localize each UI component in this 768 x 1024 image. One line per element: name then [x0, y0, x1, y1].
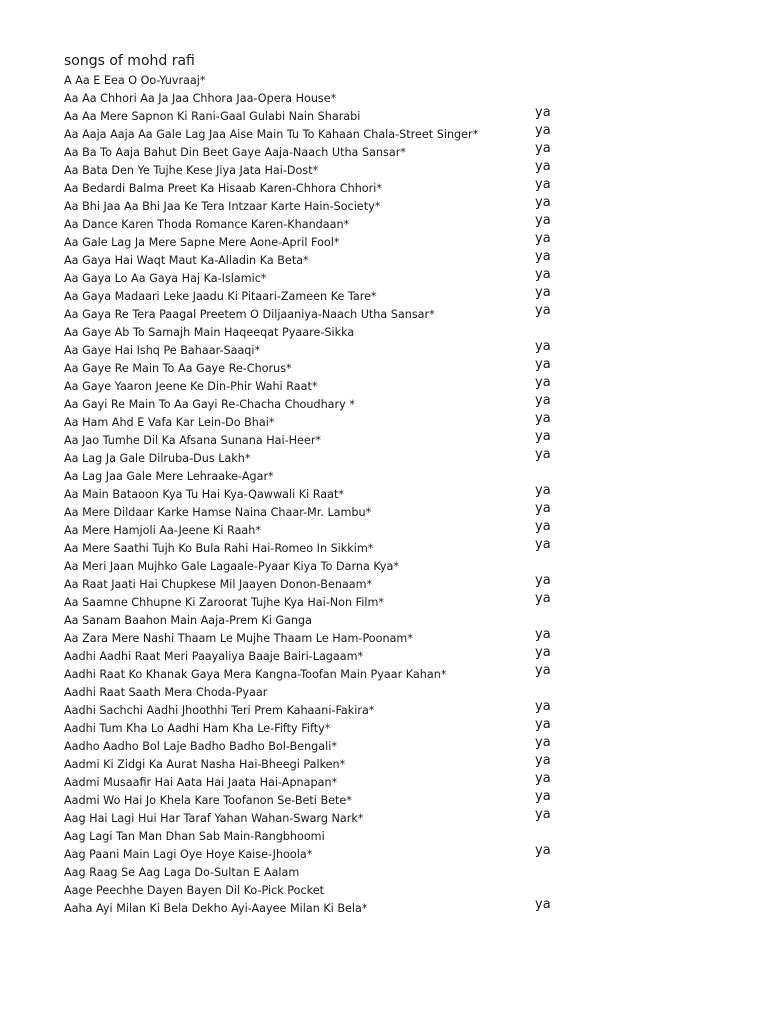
song-row	[64, 375, 564, 396]
song-title: Aa Gaya Lo Aa Gaya Haj Ka-Islamic*	[64, 272, 267, 285]
song-title: Aa Lag Jaa Gale Mere Lehraake-Agar*	[64, 470, 274, 483]
song-row	[64, 537, 564, 558]
song-row	[64, 267, 564, 288]
song-row	[64, 897, 564, 918]
song-title: Aa Aa Mere Sapnon Ki Rani-Gaal Gulabi Nain Sharabi	[64, 110, 361, 123]
song-row	[64, 645, 564, 666]
song-mark: ya	[535, 231, 551, 246]
song-mark: ya	[535, 897, 551, 912]
song-title: Aa Main Bataoon Kya Tu Hai Kya-Qawwali Ki Raat*	[64, 488, 344, 501]
song-title: Aa Zara Mere Nashi Thaam Le Mujhe Thaam Le Ham-Poonam*	[64, 632, 413, 645]
song-title: Aa Bhi Jaa Aa Bhi Jaa Ke Tera Intzaar Karte Hain-Society*	[64, 200, 381, 213]
song-row	[64, 105, 564, 126]
song-title: Aa Aaja Aaja Aa Gale Lag Jaa Aise Main Tu To Kahaan Chala-Street Singer*	[64, 128, 479, 141]
song-row	[64, 303, 564, 324]
song-title: Aa Aa Chhori Aa Ja Jaa Chhora Jaa-Opera House*	[64, 92, 337, 105]
song-row	[64, 501, 564, 522]
song-row	[64, 753, 564, 774]
song-row	[64, 789, 564, 810]
song-row	[64, 231, 564, 252]
song-row	[64, 324, 564, 342]
song-row	[64, 411, 564, 432]
song-title: Aadhi Sachchi Aadhi Jhoothhi Teri Prem Kahaani-Fakira*	[64, 704, 375, 717]
song-mark: ya	[535, 699, 551, 714]
song-mark: ya	[535, 483, 551, 498]
song-title: Aa Gaya Re Tera Paagal Preetem O Diljaaniya-Naach Utha Sansar*	[64, 308, 435, 321]
song-row	[64, 558, 564, 576]
song-title: Aag Lagi Tan Man Dhan Sab Main-Rangbhoomi	[64, 830, 325, 843]
song-mark: ya	[535, 123, 551, 138]
song-row	[64, 285, 564, 306]
song-mark: ya	[535, 663, 551, 678]
song-title: Aadhi Tum Kha Lo Aadhi Ham Kha Le-Fifty Fifty*	[64, 722, 331, 735]
song-title: Aadmi Musaafir Hai Aata Hai Jaata Hai-Apnapan*	[64, 776, 338, 789]
song-mark: ya	[535, 339, 551, 354]
song-title: Aag Paani Main Lagi Oye Hoye Kaise-Jhoola*	[64, 848, 313, 861]
song-mark: ya	[535, 807, 551, 822]
song-row	[64, 591, 564, 612]
song-title: Aa Raat Jaati Hai Chupkese Mil Jaayen Donon-Benaam*	[64, 578, 373, 591]
song-row	[64, 213, 564, 234]
song-row	[64, 573, 564, 594]
song-mark: ya	[535, 645, 551, 660]
song-row	[64, 72, 564, 90]
song-mark: ya	[535, 411, 551, 426]
song-row	[64, 663, 564, 684]
song-title: Aa Sanam Baahon Main Aaja-Prem Ki Ganga	[64, 614, 312, 627]
song-mark: ya	[535, 429, 551, 444]
song-row	[64, 249, 564, 270]
song-title: Aa Gaye Ab To Samajh Main Haqeeqat Pyaare-Sikka	[64, 326, 355, 339]
song-title: Aadhi Aadhi Raat Meri Paayaliya Baaje Bairi-Lagaam*	[64, 650, 364, 663]
song-row	[64, 519, 564, 540]
song-row	[64, 771, 564, 792]
song-mark: ya	[535, 537, 551, 552]
song-row	[64, 123, 564, 144]
song-title: Aadmi Ki Zidgi Ka Aurat Nasha Hai-Bheegi Palken*	[64, 758, 346, 771]
song-row	[64, 357, 564, 378]
song-row	[64, 483, 564, 504]
song-title: Aa Gaye Re Main To Aa Gaye Re-Chorus*	[64, 362, 292, 375]
song-mark: ya	[535, 627, 551, 642]
song-row	[64, 447, 564, 468]
song-title: Aa Ham Ahd E Vafa Kar Lein-Do Bhai*	[64, 416, 275, 429]
song-mark: ya	[535, 717, 551, 732]
song-row	[64, 717, 564, 738]
song-row	[64, 684, 564, 702]
song-title: Aa Lag Ja Gale Dilruba-Dus Lakh*	[64, 452, 251, 465]
song-title: Aadhi Raat Ko Khanak Gaya Mera Kangna-Toofan Main Pyaar Kahan*	[64, 668, 447, 681]
song-title: Aag Hai Lagi Hui Har Taraf Yahan Wahan-Swarg Nark*	[64, 812, 364, 825]
song-row	[64, 699, 564, 720]
song-title: Aa Jao Tumhe Dil Ka Afsana Sunana Hai-Heer*	[64, 434, 322, 447]
song-title: Aag Raag Se Aag Laga Do-Sultan E Aalam	[64, 866, 300, 879]
song-title: Aa Dance Karen Thoda Romance Karen-Khandaan*	[64, 218, 350, 231]
song-title: Aa Gale Lag Ja Mere Sapne Mere Aone-April Fool*	[64, 236, 340, 249]
song-mark: ya	[535, 393, 551, 408]
song-mark: ya	[535, 753, 551, 768]
song-row	[64, 468, 564, 486]
song-row	[64, 864, 564, 882]
song-mark: ya	[535, 357, 551, 372]
song-row	[64, 177, 564, 198]
song-mark: ya	[535, 195, 551, 210]
song-row	[64, 807, 564, 828]
song-mark: ya	[535, 159, 551, 174]
song-row	[64, 393, 564, 414]
song-title: Aa Ba To Aaja Bahut Din Beet Gaye Aaja-Naach Utha Sansar*	[64, 146, 406, 159]
song-mark: ya	[535, 177, 551, 192]
song-title: Aa Gaya Hai Waqt Maut Ka-Alladin Ka Beta*	[64, 254, 309, 267]
song-mark: ya	[535, 267, 551, 282]
song-row	[64, 141, 564, 162]
song-title: Aa Gayi Re Main To Aa Gayi Re-Chacha Choudhary *	[64, 398, 355, 411]
song-list	[64, 72, 564, 918]
song-row	[64, 735, 564, 756]
song-title: Aa Gaye Hai Ishq Pe Bahaar-Saaqi*	[64, 344, 261, 357]
song-mark: ya	[535, 249, 551, 264]
song-title: Aage Peechhe Dayen Bayen Dil Ko-Pick Pocket	[64, 884, 324, 897]
song-mark: ya	[535, 735, 551, 750]
song-row	[64, 90, 564, 108]
song-title: Aadmi Wo Hai Jo Khela Kare Toofanon Se-Beti Bete*	[64, 794, 352, 807]
document-title: songs of mohd rafi	[64, 53, 195, 69]
song-mark: ya	[535, 591, 551, 606]
song-row	[64, 159, 564, 180]
song-row	[64, 429, 564, 450]
song-title: Aa Bata Den Ye Tujhe Kese Jiya Jata Hai-Dost*	[64, 164, 319, 177]
song-title: A Aa E Eea O Oo-Yuvraaj*	[64, 74, 206, 87]
song-row	[64, 627, 564, 648]
song-mark: ya	[535, 771, 551, 786]
song-title: Aa Bedardi Balma Preet Ka Hisaab Karen-Chhora Chhori*	[64, 182, 382, 195]
song-row	[64, 828, 564, 846]
song-title: Aa Mere Dildaar Karke Hamse Naina Chaar-Mr. Lambu*	[64, 506, 372, 519]
song-row	[64, 843, 564, 864]
song-title: Aa Mere Saathi Tujh Ko Bula Rahi Hai-Romeo In Sikkim*	[64, 542, 374, 555]
song-mark: ya	[535, 519, 551, 534]
song-mark: ya	[535, 303, 551, 318]
song-mark: ya	[535, 843, 551, 858]
song-mark: ya	[535, 447, 551, 462]
song-title: Aadho Aadho Bol Laje Badho Badho Bol-Bengali*	[64, 740, 337, 753]
song-title: Aa Gaye Yaaron Jeene Ke Din-Phir Wahi Raat*	[64, 380, 318, 393]
song-row	[64, 339, 564, 360]
song-mark: ya	[535, 501, 551, 516]
song-title: Aa Mere Hamjoli Aa-Jeene Ki Raah*	[64, 524, 261, 537]
song-mark: ya	[535, 789, 551, 804]
song-title: Aa Saamne Chhupne Ki Zaroorat Tujhe Kya Hai-Non Film*	[64, 596, 384, 609]
song-mark: ya	[535, 141, 551, 156]
song-title: Aa Gaya Madaari Leke Jaadu Ki Pitaari-Zameen Ke Tare*	[64, 290, 377, 303]
song-title: Aadhi Raat Saath Mera Choda-Pyaar	[64, 686, 268, 699]
song-mark: ya	[535, 213, 551, 228]
song-mark: ya	[535, 573, 551, 588]
song-row	[64, 882, 564, 900]
song-title: Aa Meri Jaan Mujhko Gale Lagaale-Pyaar Kiya To Darna Kya*	[64, 560, 399, 573]
song-row	[64, 195, 564, 216]
song-mark: ya	[535, 285, 551, 300]
song-mark: ya	[535, 375, 551, 390]
song-mark: ya	[535, 105, 551, 120]
song-row	[64, 612, 564, 630]
song-title: Aaha Ayi Milan Ki Bela Dekho Ayi-Aayee Milan Ki Bela*	[64, 902, 368, 915]
